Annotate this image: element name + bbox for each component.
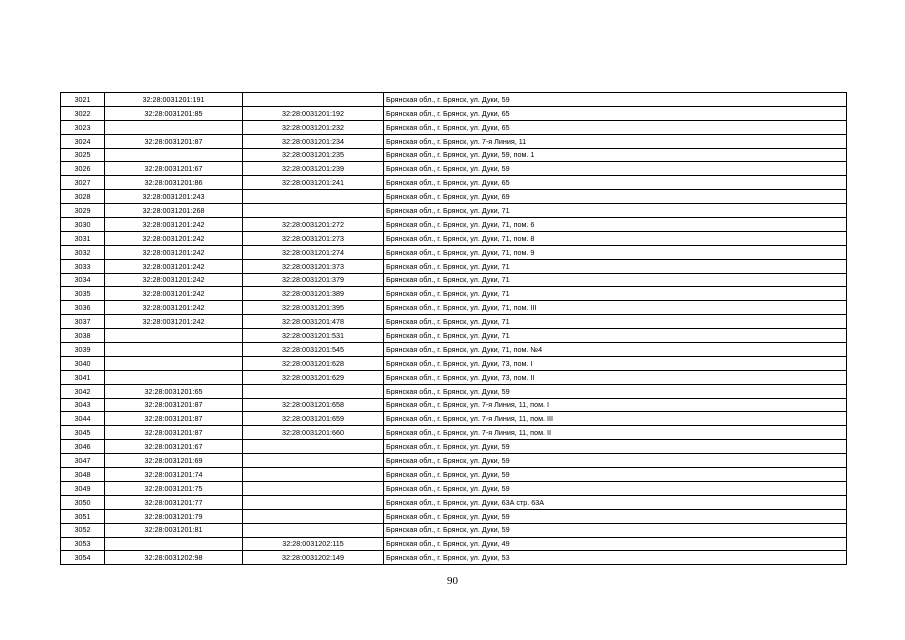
cadastral-number-1: 32:28:0031201:268 <box>105 204 243 218</box>
cadastral-number-1 <box>105 356 243 370</box>
cadastral-number-2: 32:28:0031201:273 <box>243 231 384 245</box>
cadastral-number-2: 32:28:0031201:659 <box>243 412 384 426</box>
row-number: 3023 <box>61 120 105 134</box>
table-row <box>61 343 847 357</box>
cadastral-number-1 <box>105 329 243 343</box>
cadastral-number-2: 32:28:0031201:373 <box>243 259 384 273</box>
cadastral-number-1: 32:28:0031201:242 <box>105 287 243 301</box>
address-cell: Брянская обл., г. Брянск, ул. Дуки, 49 <box>384 537 847 551</box>
cadastral-number-2: 32:28:0031201:241 <box>243 176 384 190</box>
address-cell: Брянская обл., г. Брянск, ул. Дуки, 59 <box>384 162 847 176</box>
address-cell: Брянская обл., г. Брянск, ул. Дуки, 73, пом. I <box>384 356 847 370</box>
row-number: 3027 <box>61 176 105 190</box>
table-row <box>61 218 847 232</box>
table-row <box>61 134 847 148</box>
row-number: 3050 <box>61 495 105 509</box>
cadastral-number-2: 32:28:0031201:232 <box>243 120 384 134</box>
table-row <box>61 162 847 176</box>
row-number: 3049 <box>61 481 105 495</box>
cadastral-number-2 <box>243 523 384 537</box>
cadastral-number-2: 32:28:0031201:478 <box>243 315 384 329</box>
row-number: 3029 <box>61 204 105 218</box>
row-number: 3028 <box>61 190 105 204</box>
cadastral-number-1: 32:28:0031201:74 <box>105 468 243 482</box>
address-cell: Брянская обл., г. Брянск, ул. Дуки, 65 <box>384 120 847 134</box>
row-number: 3052 <box>61 523 105 537</box>
table-row <box>61 356 847 370</box>
address-cell: Брянская обл., г. Брянск, ул. Дуки, 59 <box>384 523 847 537</box>
address-cell: Брянская обл., г. Брянск, ул. 7-я Линия, 11 <box>384 134 847 148</box>
cadastral-number-2 <box>243 440 384 454</box>
cadastral-number-1: 32:28:0031201:243 <box>105 190 243 204</box>
cadastral-number-2: 32:28:0031201:658 <box>243 398 384 412</box>
address-cell: Брянская обл., г. Брянск, ул. Дуки, 59 <box>384 454 847 468</box>
cadastral-number-1: 32:28:0031201:67 <box>105 440 243 454</box>
table-row <box>61 120 847 134</box>
address-cell: Брянская обл., г. Брянск, ул. Дуки, 59 <box>384 468 847 482</box>
table-row <box>61 454 847 468</box>
table-row <box>61 190 847 204</box>
address-cell: Брянская обл., г. Брянск, ул. Дуки, 59, пом. 1 <box>384 148 847 162</box>
cadastral-number-1 <box>105 370 243 384</box>
row-number: 3045 <box>61 426 105 440</box>
row-number: 3044 <box>61 412 105 426</box>
cadastral-number-2: 32:28:0031201:192 <box>243 106 384 120</box>
cadastral-number-2: 32:28:0031201:239 <box>243 162 384 176</box>
cadastral-table <box>60 92 847 565</box>
row-number: 3039 <box>61 343 105 357</box>
address-cell: Брянская обл., г. Брянск, ул. Дуки, 59 <box>384 440 847 454</box>
address-cell: Брянская обл., г. Брянск, ул. Дуки, 59 <box>384 481 847 495</box>
address-cell: Брянская обл., г. Брянск, ул. Дуки, 71, пом. III <box>384 301 847 315</box>
cadastral-number-1: 32:28:0031201:242 <box>105 315 243 329</box>
address-cell: Брянская обл., г. Брянск, ул. 7-я Линия, 11, пом. I <box>384 398 847 412</box>
row-number: 3033 <box>61 259 105 273</box>
cadastral-number-2 <box>243 454 384 468</box>
table-row <box>61 315 847 329</box>
row-number: 3035 <box>61 287 105 301</box>
table-row <box>61 495 847 509</box>
address-cell: Брянская обл., г. Брянск, ул. Дуки, 71, пом. 6 <box>384 218 847 232</box>
cadastral-number-2: 32:28:0031201:395 <box>243 301 384 315</box>
table-row <box>61 148 847 162</box>
cadastral-number-2: 32:28:0031201:234 <box>243 134 384 148</box>
cadastral-number-1: 32:28:0031201:242 <box>105 231 243 245</box>
row-number: 3022 <box>61 106 105 120</box>
table-row <box>61 537 847 551</box>
cadastral-number-1: 32:28:0031201:86 <box>105 176 243 190</box>
cadastral-number-1: 32:28:0031201:242 <box>105 259 243 273</box>
row-number: 3038 <box>61 329 105 343</box>
row-number: 3041 <box>61 370 105 384</box>
cadastral-number-1: 32:28:0031201:87 <box>105 426 243 440</box>
row-number: 3046 <box>61 440 105 454</box>
table-row <box>61 93 847 107</box>
table-row <box>61 481 847 495</box>
row-number: 3036 <box>61 301 105 315</box>
row-number: 3024 <box>61 134 105 148</box>
address-cell: Брянская обл., г. Брянск, ул. Дуки, 71 <box>384 204 847 218</box>
table-row <box>61 551 847 565</box>
table-row <box>61 273 847 287</box>
table-row <box>61 384 847 398</box>
row-number: 3021 <box>61 93 105 107</box>
address-cell: Брянская обл., г. Брянск, ул. Дуки, 71 <box>384 287 847 301</box>
table-row <box>61 398 847 412</box>
table-row <box>61 329 847 343</box>
cadastral-number-2 <box>243 481 384 495</box>
row-number: 3053 <box>61 537 105 551</box>
cadastral-number-1: 32:28:0031201:67 <box>105 162 243 176</box>
cadastral-number-1: 32:28:0031201:242 <box>105 301 243 315</box>
cadastral-number-2 <box>243 468 384 482</box>
table-row <box>61 106 847 120</box>
cadastral-number-2: 32:28:0031201:379 <box>243 273 384 287</box>
cadastral-number-2: 32:28:0031201:272 <box>243 218 384 232</box>
address-cell: Брянская обл., г. Брянск, ул. Дуки, 63А стр. 63А <box>384 495 847 509</box>
row-number: 3042 <box>61 384 105 398</box>
address-cell: Брянская обл., г. Брянск, ул. Дуки, 71, пом. 8 <box>384 231 847 245</box>
row-number: 3047 <box>61 454 105 468</box>
cadastral-number-1: 32:28:0031201:242 <box>105 245 243 259</box>
cadastral-number-2: 32:28:0031201:628 <box>243 356 384 370</box>
cadastral-number-2 <box>243 384 384 398</box>
table-row <box>61 468 847 482</box>
cadastral-number-1: 32:28:0031201:81 <box>105 523 243 537</box>
cadastral-number-2: 32:28:0031201:274 <box>243 245 384 259</box>
address-cell: Брянская обл., г. Брянск, ул. Дуки, 59 <box>384 93 847 107</box>
cadastral-number-2: 32:28:0031202:149 <box>243 551 384 565</box>
row-number: 3051 <box>61 509 105 523</box>
cadastral-number-2 <box>243 190 384 204</box>
row-number: 3032 <box>61 245 105 259</box>
address-cell: Брянская обл., г. Брянск, ул. Дуки, 71 <box>384 315 847 329</box>
cadastral-number-2 <box>243 495 384 509</box>
address-cell: Брянская обл., г. Брянск, ул. Дуки, 71 <box>384 259 847 273</box>
address-cell: Брянская обл., г. Брянск, ул. Дуки, 71, пом. №4 <box>384 343 847 357</box>
cadastral-number-1: 32:28:0031202:98 <box>105 551 243 565</box>
table-row <box>61 245 847 259</box>
address-cell: Брянская обл., г. Брянск, ул. Дуки, 71, пом. 9 <box>384 245 847 259</box>
table-row <box>61 176 847 190</box>
cadastral-number-1: 32:28:0031201:69 <box>105 454 243 468</box>
row-number: 3031 <box>61 231 105 245</box>
cadastral-number-2 <box>243 93 384 107</box>
cadastral-number-2: 32:28:0031201:235 <box>243 148 384 162</box>
row-number: 3040 <box>61 356 105 370</box>
cadastral-number-2: 32:28:0031201:389 <box>243 287 384 301</box>
cadastral-number-1: 32:28:0031201:242 <box>105 218 243 232</box>
table-row <box>61 370 847 384</box>
address-cell: Брянская обл., г. Брянск, ул. Дуки, 65 <box>384 176 847 190</box>
cadastral-number-1 <box>105 148 243 162</box>
page-number: 90 <box>447 575 458 587</box>
address-cell: Брянская обл., г. Брянск, ул. Дуки, 69 <box>384 190 847 204</box>
table-row <box>61 426 847 440</box>
cadastral-number-2: 32:28:0031201:545 <box>243 343 384 357</box>
table-row <box>61 301 847 315</box>
address-cell: Брянская обл., г. Брянск, ул. Дуки, 59 <box>384 509 847 523</box>
address-cell: Брянская обл., г. Брянск, ул. Дуки, 59 <box>384 384 847 398</box>
cadastral-number-2 <box>243 204 384 218</box>
row-number: 3054 <box>61 551 105 565</box>
address-cell: Брянская обл., г. Брянск, ул. Дуки, 65 <box>384 106 847 120</box>
cadastral-number-1: 32:28:0031201:87 <box>105 398 243 412</box>
table-row <box>61 440 847 454</box>
cadastral-number-1: 32:28:0031201:75 <box>105 481 243 495</box>
address-cell: Брянская обл., г. Брянск, ул. Дуки, 53 <box>384 551 847 565</box>
table-row <box>61 259 847 273</box>
cadastral-number-1 <box>105 120 243 134</box>
row-number: 3025 <box>61 148 105 162</box>
table-body <box>61 93 847 565</box>
row-number: 3048 <box>61 468 105 482</box>
cadastral-number-1: 32:28:0031201:85 <box>105 106 243 120</box>
table-row <box>61 509 847 523</box>
row-number: 3034 <box>61 273 105 287</box>
address-cell: Брянская обл., г. Брянск, ул. Дуки, 71 <box>384 273 847 287</box>
row-number: 3026 <box>61 162 105 176</box>
cadastral-number-1: 32:28:0031201:191 <box>105 93 243 107</box>
table-row <box>61 523 847 537</box>
cadastral-number-1: 32:28:0031201:79 <box>105 509 243 523</box>
row-number: 3030 <box>61 218 105 232</box>
row-number: 3043 <box>61 398 105 412</box>
cadastral-number-2: 32:28:0031201:660 <box>243 426 384 440</box>
address-cell: Брянская обл., г. Брянск, ул. 7-я Линия, 11, пом. II <box>384 426 847 440</box>
cadastral-number-2: 32:28:0031201:531 <box>243 329 384 343</box>
cadastral-number-2 <box>243 509 384 523</box>
cadastral-number-2: 32:28:0031202:115 <box>243 537 384 551</box>
row-number: 3037 <box>61 315 105 329</box>
cadastral-number-1 <box>105 343 243 357</box>
table-row <box>61 412 847 426</box>
cadastral-number-1 <box>105 537 243 551</box>
cadastral-number-1: 32:28:0031201:77 <box>105 495 243 509</box>
address-cell: Брянская обл., г. Брянск, ул. Дуки, 71 <box>384 329 847 343</box>
address-cell: Брянская обл., г. Брянск, ул. Дуки, 73, пом. II <box>384 370 847 384</box>
cadastral-number-1: 32:28:0031201:65 <box>105 384 243 398</box>
cadastral-number-1: 32:28:0031201:87 <box>105 134 243 148</box>
cadastral-number-2: 32:28:0031201:629 <box>243 370 384 384</box>
address-cell: Брянская обл., г. Брянск, ул. 7-я Линия, 11, пом. III <box>384 412 847 426</box>
cadastral-number-1: 32:28:0031201:87 <box>105 412 243 426</box>
table-row <box>61 231 847 245</box>
table-row <box>61 204 847 218</box>
cadastral-number-1: 32:28:0031201:242 <box>105 273 243 287</box>
table-row <box>61 287 847 301</box>
